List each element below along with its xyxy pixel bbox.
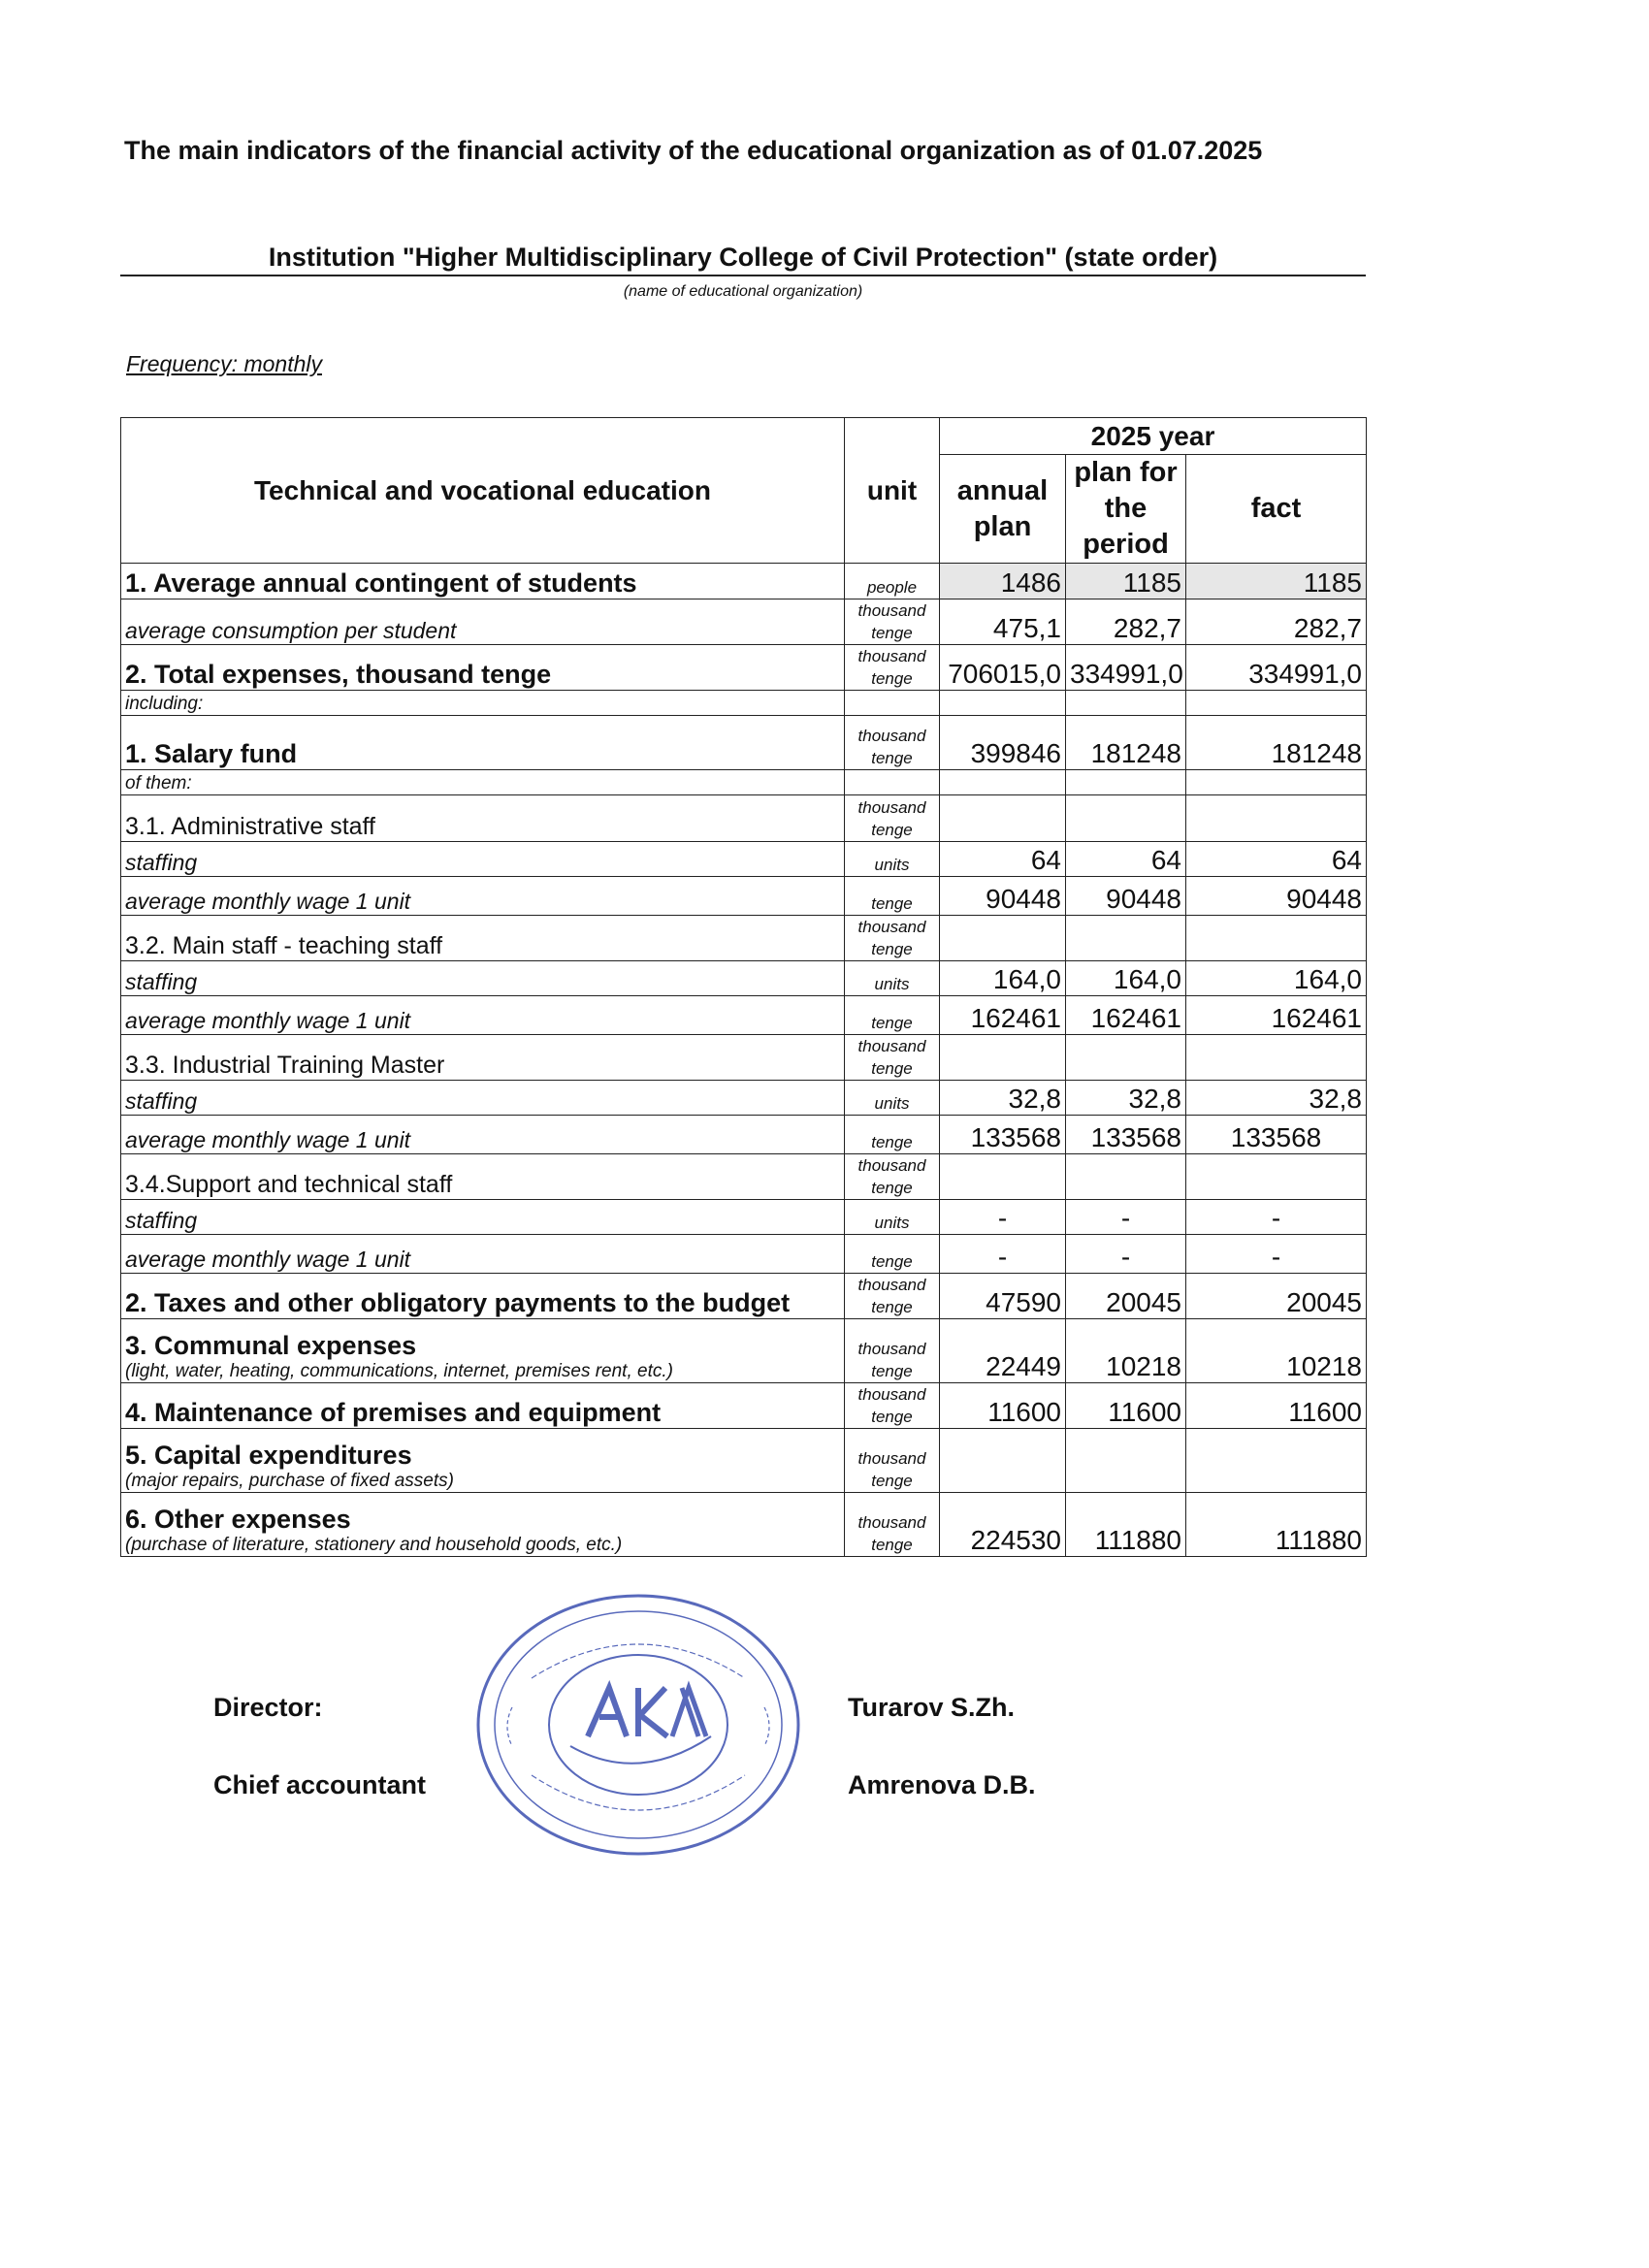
row-note: (purchase of literature, stationery and household goods, etc.) xyxy=(125,1535,623,1555)
row-name-cell xyxy=(121,1081,845,1116)
row-label: average monthly wage 1 unit xyxy=(125,1127,411,1152)
row-name-cell xyxy=(121,1319,845,1383)
annual-plan-value: 11600 xyxy=(940,1383,1066,1429)
fact-value xyxy=(1186,1429,1367,1493)
unit-text: thousand xyxy=(857,1513,926,1532)
row-name-cell xyxy=(121,1493,845,1557)
unit-text: units xyxy=(874,1094,910,1113)
plan-period-value xyxy=(1066,691,1186,716)
row-label: average monthly wage 1 unit xyxy=(125,1008,411,1033)
annual-plan-value: 399846 xyxy=(940,716,1066,770)
row-unit-cell xyxy=(845,691,940,716)
annual-plan-value xyxy=(940,1429,1066,1493)
plan-period-value: 32,8 xyxy=(1066,1081,1186,1116)
row-unit-cell xyxy=(845,1154,940,1200)
table-row xyxy=(121,1035,1367,1081)
row-label: 3.1. Administrative staff xyxy=(125,813,375,840)
row-unit-cell xyxy=(845,1200,940,1235)
row-name-cell xyxy=(121,1116,845,1154)
plan-period-value xyxy=(1066,795,1186,842)
row-unit-cell xyxy=(845,961,940,996)
row-name-cell xyxy=(121,564,845,599)
fact-value: 282,7 xyxy=(1186,599,1367,645)
unit-text: thousand xyxy=(857,1276,926,1294)
page-title: The main indicators of the financial activity of the educational organization as of 01.07.2025 xyxy=(124,136,1263,165)
header-year: 2025 year xyxy=(940,418,1367,455)
row-name-cell xyxy=(121,842,845,877)
organization-caption: (name of educational organization) xyxy=(623,283,863,300)
unit-text: tenge xyxy=(871,894,913,913)
fact-value: 181248 xyxy=(1186,716,1367,770)
unit-text: tenge xyxy=(871,1298,913,1316)
unit-text: tenge xyxy=(871,1179,913,1197)
fact-value: 111880 xyxy=(1186,1493,1367,1557)
unit-text: tenge xyxy=(871,1362,913,1380)
annual-plan-value xyxy=(940,1154,1066,1200)
unit-text: thousand xyxy=(857,918,926,936)
row-unit-cell xyxy=(845,1274,940,1319)
unit-text: tenge xyxy=(871,1133,913,1151)
unit-text: tenge xyxy=(871,1408,913,1426)
fact-value: 1185 xyxy=(1186,564,1367,599)
row-unit-cell xyxy=(845,770,940,795)
row-name-cell xyxy=(121,1429,845,1493)
unit-text: tenge xyxy=(871,669,913,688)
row-label: 3.2. Main staff - teaching staff xyxy=(125,932,443,959)
table-row xyxy=(121,1383,1367,1429)
unit-text: thousand xyxy=(857,727,926,745)
unit-text: thousand xyxy=(857,1156,926,1175)
table-row xyxy=(121,916,1367,961)
row-unit-cell xyxy=(845,1319,940,1383)
annual-plan-value: - xyxy=(940,1235,1066,1274)
row-name-cell xyxy=(121,645,845,691)
annual-plan-value: 64 xyxy=(940,842,1066,877)
row-label: 2. Taxes and other obligatory payments to the budget xyxy=(125,1288,791,1317)
accountant-name: Amrenova D.B. xyxy=(848,1770,1036,1799)
table-row xyxy=(121,1274,1367,1319)
table-row xyxy=(121,1493,1367,1557)
annual-plan-value: 224530 xyxy=(940,1493,1066,1557)
row-label: average consumption per student xyxy=(125,618,457,643)
annual-plan-value xyxy=(940,1035,1066,1081)
unit-text: thousand xyxy=(857,1385,926,1404)
plan-period-value: 90448 xyxy=(1066,877,1186,916)
plan-period-value: 282,7 xyxy=(1066,599,1186,645)
plan-period-value: - xyxy=(1066,1235,1186,1274)
row-label: 3.4.Support and technical staff xyxy=(125,1171,453,1198)
row-unit-cell xyxy=(845,599,940,645)
row-unit-cell xyxy=(845,842,940,877)
row-label: 2. Total expenses, thousand tenge xyxy=(125,660,552,689)
unit-text: thousand xyxy=(857,798,926,817)
plan-period-value: 133568 xyxy=(1066,1116,1186,1154)
table-row xyxy=(121,770,1367,795)
plan-period-value xyxy=(1066,1035,1186,1081)
unit-text: units xyxy=(874,856,910,874)
plan-period-value xyxy=(1066,1429,1186,1493)
table-row xyxy=(121,1081,1367,1116)
fact-value: 162461 xyxy=(1186,996,1367,1035)
table-row xyxy=(121,1319,1367,1383)
row-label: 4. Maintenance of premises and equipment xyxy=(125,1398,662,1427)
unit-text: tenge xyxy=(871,1059,913,1078)
annual-plan-value: 162461 xyxy=(940,996,1066,1035)
row-label: staffing xyxy=(125,1088,198,1114)
unit-text: thousand xyxy=(857,601,926,620)
row-name-cell xyxy=(121,691,845,716)
unit-text: tenge xyxy=(871,821,913,839)
row-name-cell xyxy=(121,996,845,1035)
header-annual-plan: annual plan xyxy=(940,455,1066,564)
fact-value: 10218 xyxy=(1186,1319,1367,1383)
table-row xyxy=(121,877,1367,916)
table-row xyxy=(121,599,1367,645)
unit-text: tenge xyxy=(871,749,913,767)
row-unit-cell xyxy=(845,716,940,770)
row-name-cell xyxy=(121,1154,845,1200)
annual-plan-value: 133568 xyxy=(940,1116,1066,1154)
row-name-cell xyxy=(121,1235,845,1274)
fact-value xyxy=(1186,916,1367,961)
row-name-cell xyxy=(121,1383,845,1429)
annual-plan-value: 475,1 xyxy=(940,599,1066,645)
row-unit-cell xyxy=(845,1235,940,1274)
organization-name: Institution "Higher Multidisciplinary College of Civil Protection" (state order) xyxy=(120,243,1366,276)
unit-text: thousand xyxy=(857,1340,926,1358)
plan-period-value: 20045 xyxy=(1066,1274,1186,1319)
fact-value: 32,8 xyxy=(1186,1081,1367,1116)
row-name-cell xyxy=(121,770,845,795)
row-unit-cell xyxy=(845,1429,940,1493)
table-row xyxy=(121,691,1367,716)
annual-plan-value xyxy=(940,916,1066,961)
frequency-label: Frequency: monthly xyxy=(126,351,322,376)
annual-plan-value: 90448 xyxy=(940,877,1066,916)
annual-plan-value: 706015,0 xyxy=(940,645,1066,691)
unit-text: thousand xyxy=(857,1037,926,1055)
table-row xyxy=(121,1429,1367,1493)
row-label: 1. Average annual contingent of students xyxy=(125,568,637,598)
row-name-cell xyxy=(121,961,845,996)
row-name-cell xyxy=(121,916,845,961)
row-name-cell xyxy=(121,795,845,842)
row-name-cell xyxy=(121,716,845,770)
table-row xyxy=(121,996,1367,1035)
annual-plan-value: 47590 xyxy=(940,1274,1066,1319)
annual-plan-value: 164,0 xyxy=(940,961,1066,996)
plan-period-value xyxy=(1066,770,1186,795)
header-fact: fact xyxy=(1186,455,1367,564)
table-row xyxy=(121,961,1367,996)
unit-text: thousand xyxy=(857,647,926,665)
annual-plan-value xyxy=(940,795,1066,842)
director-label: Director: xyxy=(213,1693,323,1722)
director-name: Turarov S.Zh. xyxy=(848,1693,1016,1722)
unit-text: units xyxy=(874,975,910,993)
fact-value: - xyxy=(1186,1200,1367,1235)
plan-period-value: 111880 xyxy=(1066,1493,1186,1557)
plan-period-value: - xyxy=(1066,1200,1186,1235)
fact-value xyxy=(1186,770,1367,795)
financial-indicators-table xyxy=(120,417,1367,1557)
fact-value xyxy=(1186,691,1367,716)
row-note: (major repairs, purchase of fixed assets) xyxy=(125,1471,454,1491)
table-row xyxy=(121,842,1367,877)
row-label: 5. Capital expenditures xyxy=(125,1441,412,1470)
fact-value: - xyxy=(1186,1235,1367,1274)
fact-value xyxy=(1186,1154,1367,1200)
header-plan-period: plan for the period xyxy=(1066,455,1186,564)
row-label: 6. Other expenses xyxy=(125,1505,351,1534)
row-name-cell xyxy=(121,877,845,916)
official-seal xyxy=(473,1591,803,1858)
unit-text: people xyxy=(866,578,918,597)
row-label: including: xyxy=(125,694,204,714)
table-row xyxy=(121,1235,1367,1274)
plan-period-value: 162461 xyxy=(1066,996,1186,1035)
row-note: (light, water, heating, communications, internet, premises rent, etc.) xyxy=(125,1361,673,1381)
table-row xyxy=(121,1154,1367,1200)
row-unit-cell xyxy=(845,1035,940,1081)
row-name-cell xyxy=(121,599,845,645)
plan-period-value: 181248 xyxy=(1066,716,1186,770)
row-unit-cell xyxy=(845,1116,940,1154)
table-row xyxy=(121,564,1367,599)
plan-period-value: 10218 xyxy=(1066,1319,1186,1383)
table-row xyxy=(121,645,1367,691)
fact-value xyxy=(1186,1035,1367,1081)
row-name-cell xyxy=(121,1274,845,1319)
row-label: 3. Communal expenses xyxy=(125,1331,417,1360)
fact-value: 164,0 xyxy=(1186,961,1367,996)
unit-text: tenge xyxy=(871,1252,913,1271)
unit-text: tenge xyxy=(871,1536,913,1554)
row-label: 1. Salary fund xyxy=(125,739,298,768)
fact-value: 11600 xyxy=(1186,1383,1367,1429)
plan-period-value: 11600 xyxy=(1066,1383,1186,1429)
unit-text: tenge xyxy=(871,1014,913,1032)
annual-plan-value: 1486 xyxy=(940,564,1066,599)
unit-text: thousand xyxy=(857,1449,926,1468)
table-row xyxy=(121,795,1367,842)
fact-value: 64 xyxy=(1186,842,1367,877)
plan-period-value: 64 xyxy=(1066,842,1186,877)
table-row xyxy=(121,716,1367,770)
annual-plan-value: 22449 xyxy=(940,1319,1066,1383)
fact-value: 20045 xyxy=(1186,1274,1367,1319)
table-row xyxy=(121,1116,1367,1154)
row-name-cell xyxy=(121,1200,845,1235)
unit-text: tenge xyxy=(871,1472,913,1490)
row-label: staffing xyxy=(125,1208,198,1233)
annual-plan-value xyxy=(940,770,1066,795)
annual-plan-value: - xyxy=(940,1200,1066,1235)
row-name-cell xyxy=(121,1035,845,1081)
plan-period-value: 164,0 xyxy=(1066,961,1186,996)
unit-text: tenge xyxy=(871,940,913,958)
row-unit-cell xyxy=(845,1493,940,1557)
row-unit-cell xyxy=(845,795,940,842)
table-row xyxy=(121,1200,1367,1235)
row-unit-cell xyxy=(845,645,940,691)
row-label: average monthly wage 1 unit xyxy=(125,1247,411,1272)
row-label: 3.3. Industrial Training Master xyxy=(125,1052,445,1079)
row-label: staffing xyxy=(125,850,198,875)
header-section: Technical and vocational education xyxy=(121,418,845,564)
annual-plan-value xyxy=(940,691,1066,716)
fact-value: 334991,0 xyxy=(1186,645,1367,691)
row-label: staffing xyxy=(125,969,198,994)
fact-value: 133568 xyxy=(1186,1116,1367,1154)
plan-period-value xyxy=(1066,1154,1186,1200)
annual-plan-value: 32,8 xyxy=(940,1081,1066,1116)
row-unit-cell xyxy=(845,1383,940,1429)
fact-value xyxy=(1186,795,1367,842)
header-unit: unit xyxy=(845,418,940,564)
row-unit-cell xyxy=(845,916,940,961)
row-unit-cell xyxy=(845,996,940,1035)
plan-period-value: 334991,0 xyxy=(1066,645,1186,691)
unit-text: units xyxy=(874,1214,910,1232)
row-unit-cell xyxy=(845,1081,940,1116)
row-label: of them: xyxy=(125,773,192,794)
plan-period-value: 1185 xyxy=(1066,564,1186,599)
unit-text: tenge xyxy=(871,624,913,642)
fact-value: 90448 xyxy=(1186,877,1367,916)
row-label: average monthly wage 1 unit xyxy=(125,889,411,914)
row-unit-cell xyxy=(845,877,940,916)
accountant-label: Chief accountant xyxy=(213,1770,427,1799)
row-unit-cell xyxy=(845,564,940,599)
plan-period-value xyxy=(1066,916,1186,961)
